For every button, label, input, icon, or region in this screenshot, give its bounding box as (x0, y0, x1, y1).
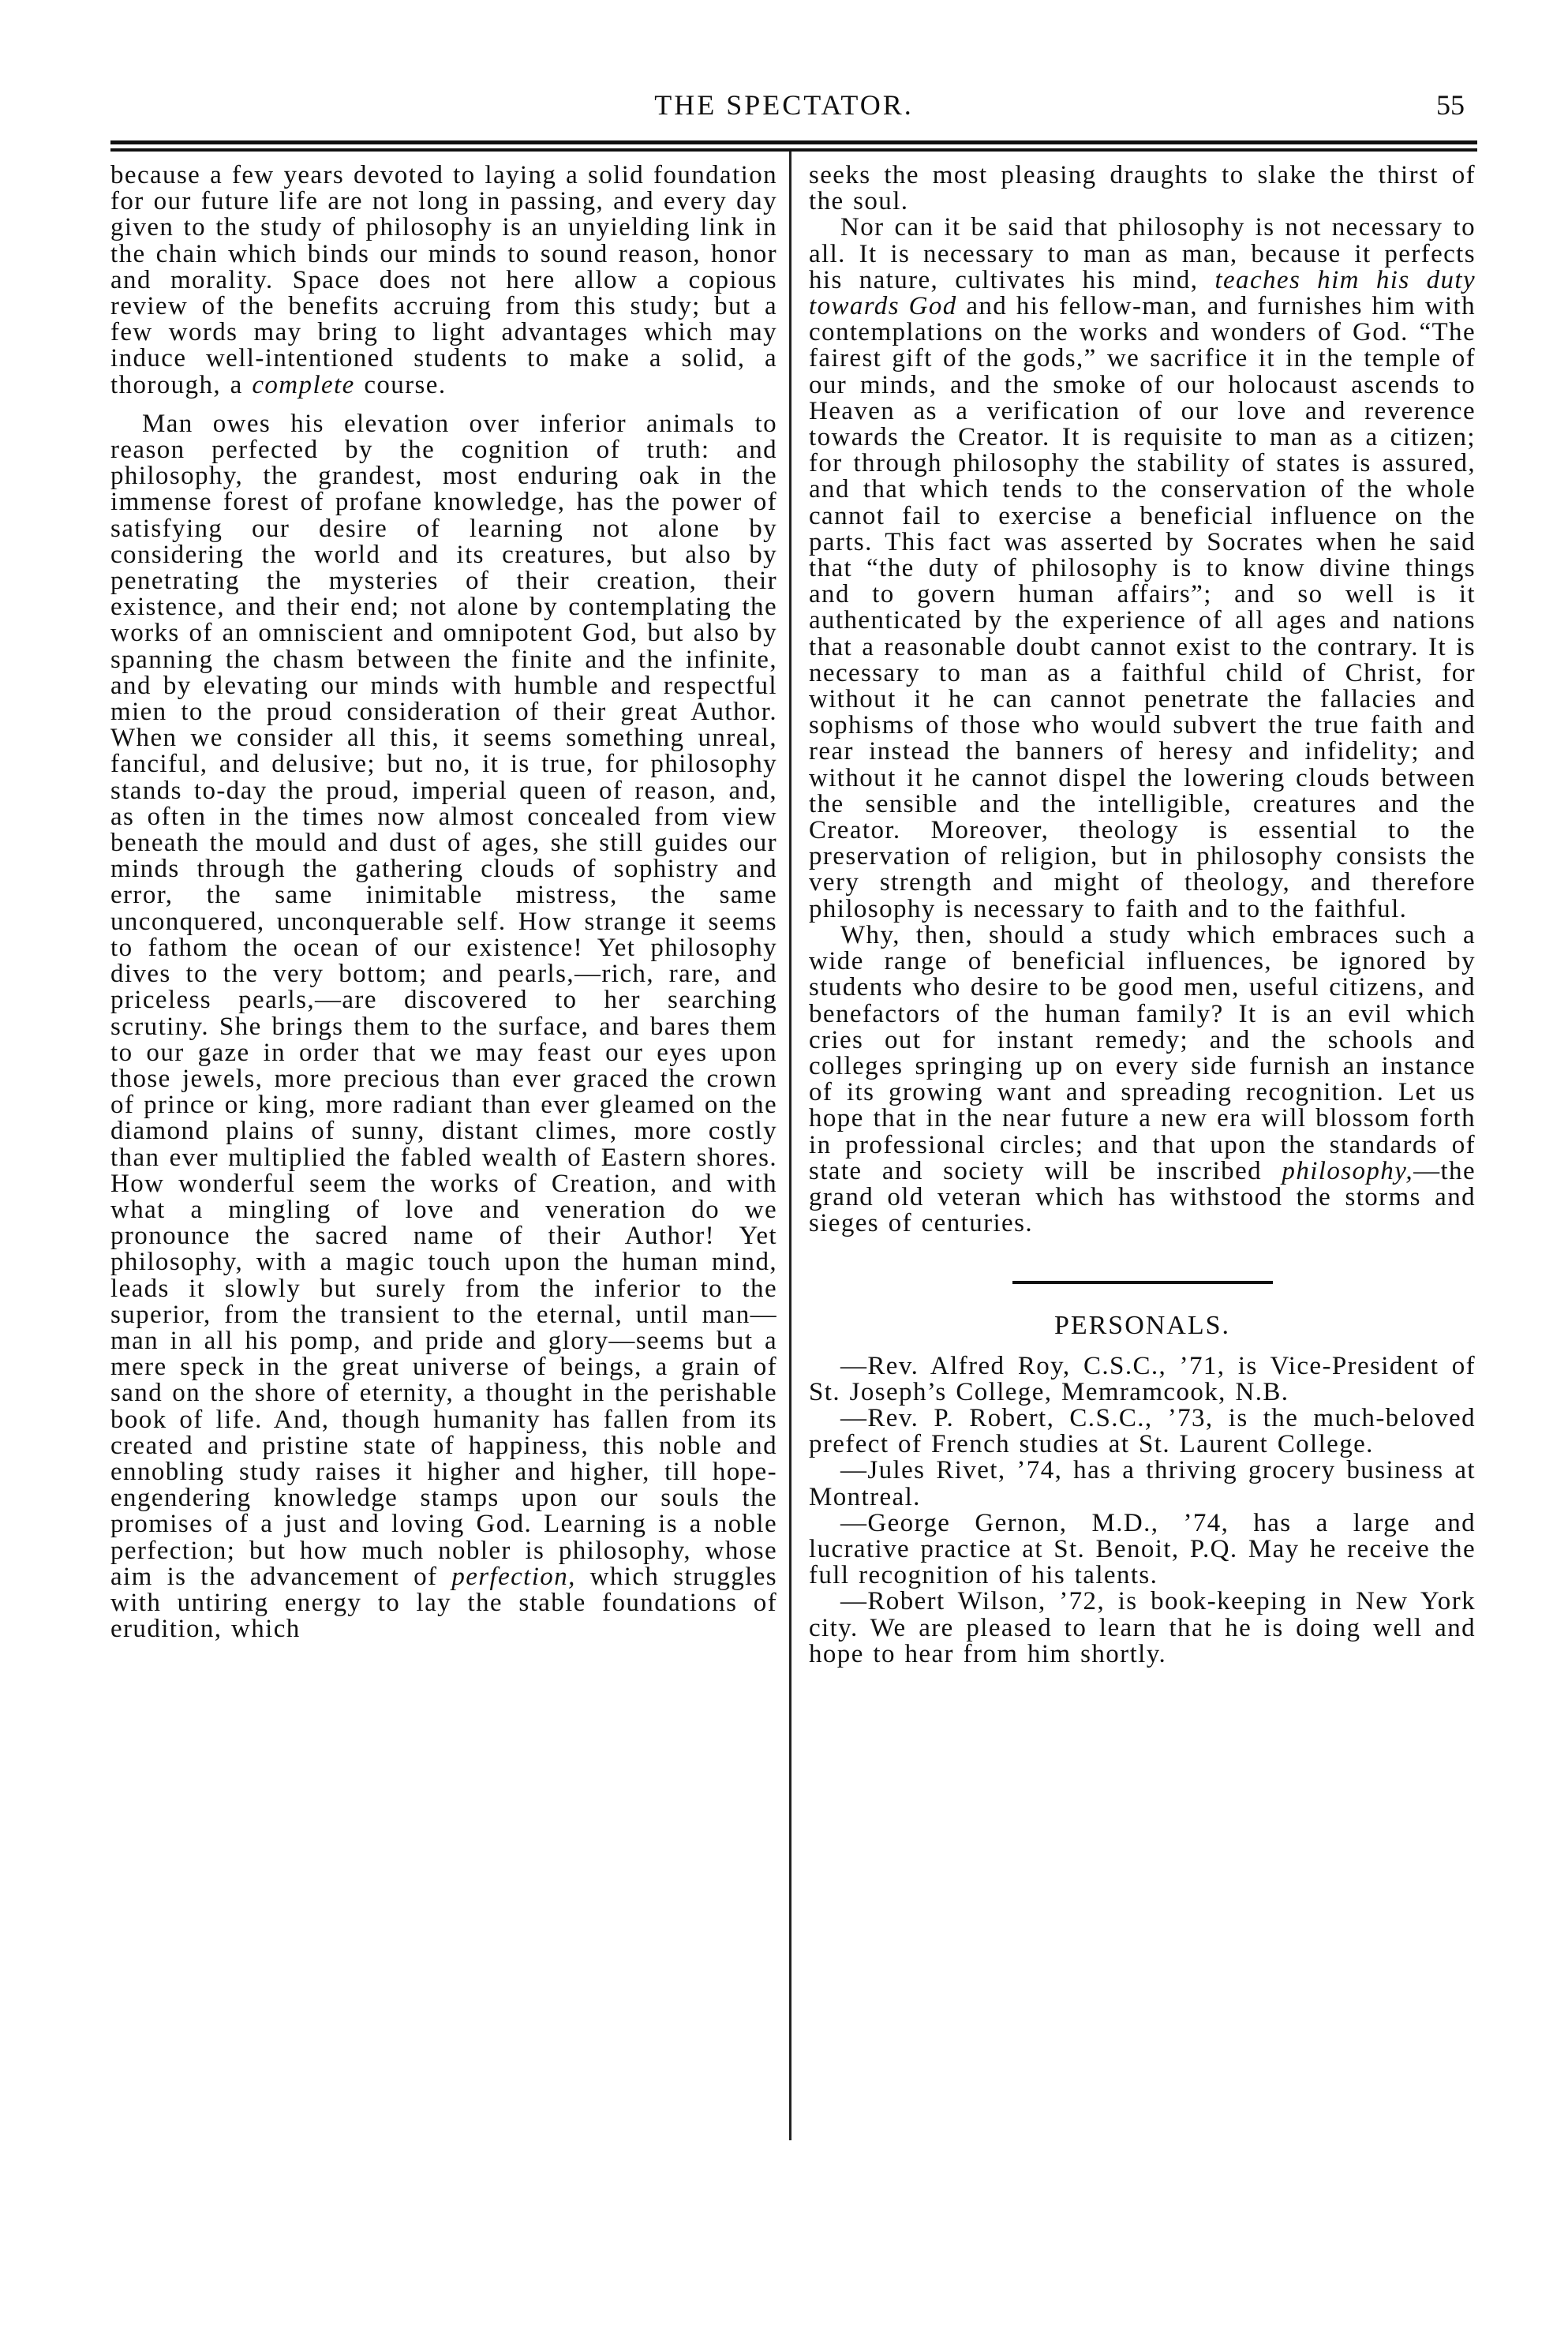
section-divider-rule (1012, 1281, 1273, 1284)
article-paragraph (809, 215, 1476, 922)
article-paragraph (110, 411, 777, 1643)
article-paragraph (110, 163, 777, 399)
paragraph-text: course. (354, 370, 447, 399)
right-column (809, 163, 1476, 1668)
paragraph-text: Man owes his elevation over inferior animals to reason perfected by the cognition of truth: and philosophy, the grandest, most enduring oak in the immense forest of profane knowledge, has the power of satisfying our desire of learning not alone by considering the world and its creatures, but also by penetrating the mysteries of their creation, their existence, and their end; not alone by contemplating the works of an omniscient and omnipotent God, but also by spanning the chasm between the finite and the infinite, and by elevating our minds with humble and respectful mien to the proud consideration of their great Author. When we consider all this, it seems something unreal, fanciful, and delusive; but no, it is true, for philosophy stands to-day the proud, imperial queen of reason, and, as often in the times now almost concealed from view beneath the mould and dust of ages, she still guides our minds through the gathering clouds of sophistry and error, the same inimitable mistress, the same unconquered, unconquerable self. How strange it seems to fathom the ocean of our existence! Yet philosophy dives to the very bottom; and pearls,—rich, rare, and priceless pearls,—are discovered to her searching scrutiny. She brings them to the surface, and bares them to our gaze in order that we may feast our eyes upon those jewels, more precious than ever graced the crown of prince or king, more radiant than ever gleamed on the diamond plains of sunny, distant climes, more costly than ever multiplied the fabled wealth of Eastern shores. How wonderful seem the works of Creation, and with what a mingling of love and veneration do we pronounce the sacred name of their Author! Yet philosophy, with a magic touch upon the human mind, leads it slowly but surely from the inferior to the superior, from the transient to the eternal, until man—man in all his pomp, and pride and glory—seems but a mere speck in the great universe of beings, a grain of sand on the shore of eternity, a thought in the perishable book of life. And, though humanity has fallen from its created and pristine state of happiness, this noble and ennobling study raises it higher and higher, till hope-engendering knowledge stamps upon our souls the promises of a just and loving God. Learning is a noble perfection; but how much nobler is philosophy, whose aim is the advancement of (110, 409, 777, 1591)
running-header-title: THE SPECTATOR. (654, 89, 914, 121)
paragraph-text: —the grand old veteran which has withstood the storms and sieges of centuries. (809, 1156, 1476, 1238)
page-number: 55 (1436, 89, 1465, 121)
personals-heading: PERSONALS. (1053, 1311, 1231, 1341)
emphasis-text: philosophy, (1282, 1156, 1414, 1185)
emphasis-text: perfection, (451, 1562, 576, 1591)
personal-item: —Jules Rivet, ’74, has a thriving grocery business at Montreal. (809, 1456, 1476, 1511)
article-paragraph (809, 920, 1476, 1238)
personal-item: —Rev. P. Robert, C.S.C., ’73, is the much-beloved prefect of French studies at St. Laurent College. (809, 1403, 1476, 1459)
column-divider (789, 152, 791, 2140)
paragraph-text: Nor can it be said that philosophy is not necessary to all. It is necessary to man as man, because it perfects his nature, cultivates his mind, (809, 213, 1476, 294)
paragraph-text: Why, then, should a study which embraces such a wide range of beneficial influences, be ignored by students who desire to be good men, useful citizens, and benefactors of the human family? It is an evil which cries out for instant remedy; and the schools and colleges springing up on every side furnish an instance of its growing want and spreading recognition. Let us hope that in the near future a new era will blossom forth in professional circles; and that upon the standards of state and society will be inscribed (809, 920, 1476, 1185)
personal-item: —George Gernon, M.D., ’74, has a large and lucrative practice at St. Benoit, P.Q. May he receive the full recognition of his talents. (809, 1508, 1476, 1590)
article-paragraph: seeks the most pleasing draughts to slake the thirst of the soul. (809, 161, 1476, 216)
left-column (110, 163, 777, 1642)
personal-item: —Robert Wilson, ’72, is book-keeping in New York city. We are pleased to learn that he is doing well and hope to hear from him shortly. (809, 1587, 1476, 1668)
personal-item: —Rev. Alfred Roy, C.S.C., ’71, is Vice-President of St. Joseph’s College, Memramcook, N.B. (809, 1351, 1476, 1406)
paragraph-text: which struggles with untiring energy to lay the stable foundations of erudition, which (110, 1562, 777, 1644)
paragraph-text: because a few years devoted to laying a solid foundation for our future life are not long in passing, and every day given to the study of philosophy is an unyielding link in the chain which binds our minds to sound reason, honor and morality. Space does not here allow a copious review of the benefits accruing from this study; but a few words may bring to light advantages which may induce well-intentioned students to make a solid, a thorough, a (110, 161, 777, 399)
emphasis-text: teaches him his duty towards God (809, 265, 1476, 321)
header-rule-thin (110, 148, 1477, 152)
header-rule-thick (110, 140, 1477, 144)
emphasis-text: complete (252, 370, 355, 399)
paragraph-text: and his fellow-man, and furnishes him with contemplations on the works and wonders of God. “The fairest gift of the gods,” we sacrifice it in the temple of our minds, and the smoke of our holocaust ascends to Heaven as a verification of our love and reverence towards the Creator. It is requisite to man as a citizen; for through philosophy the stability of states is assured, and that which tends to the conservation of the whole cannot fail to exercise a beneficial influence on the parts. This fact was asserted by Socrates when he said that “the duty of philosophy is to know divine things and to govern human affairs”; and so well is it authenticated by the experience of all ages and nations that a reasonable doubt cannot exist to the contrary. It is necessary to man as a faithful child of Christ, for without it he can cannot penetrate the fallacies and sophisms of those who would subvert the true faith and rear instead the banners of heresy and infidelity; and without it he cannot dispel the lowering clouds between the sensible and the intelligible, creatures and the Creator. Moreover, theology is essential to the preservation of religion, but in philosophy consists the very strength and might of theology, and therefore philosophy is necessary to faith and to the faithful. (809, 292, 1476, 923)
